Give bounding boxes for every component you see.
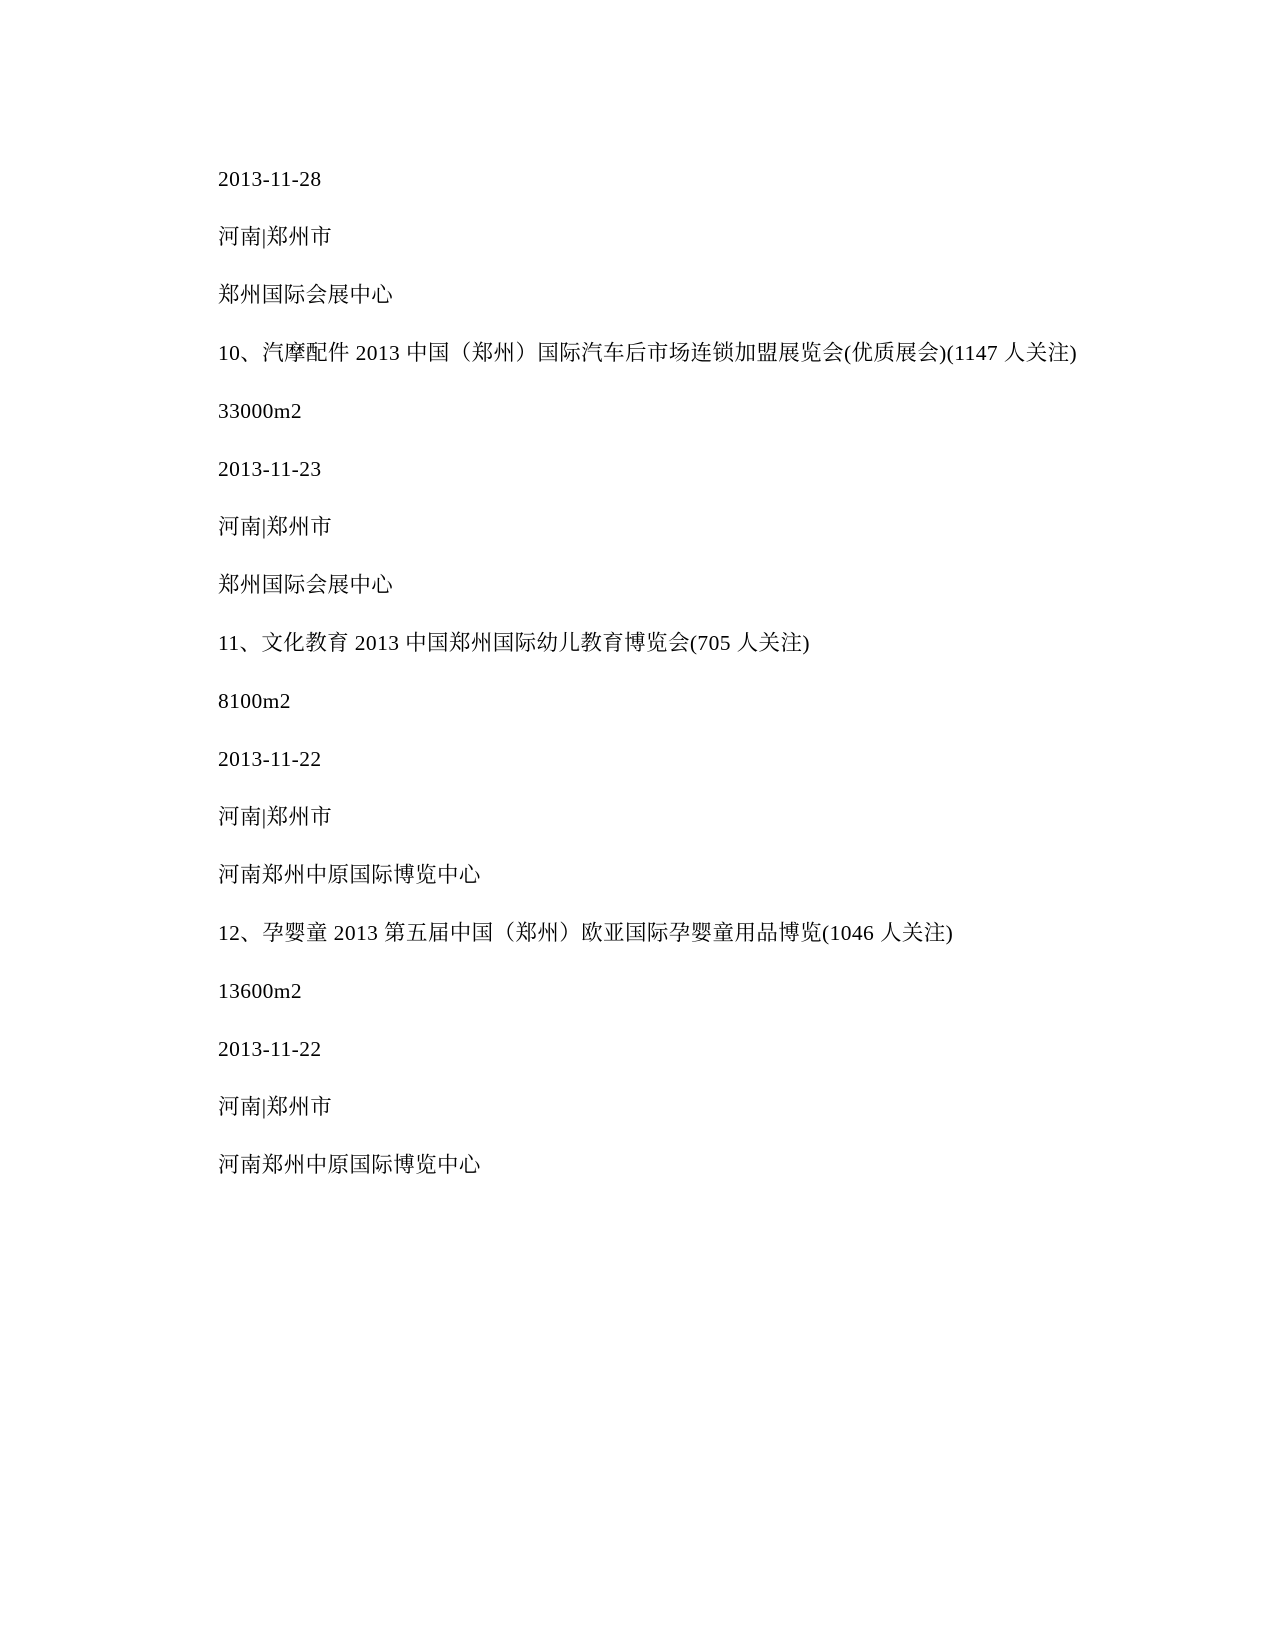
- paragraph: 河南|郑州市: [218, 805, 333, 829]
- paragraph: 河南|郑州市: [218, 515, 333, 539]
- paragraph: 河南|郑州市: [218, 1095, 333, 1119]
- paragraph: 郑州国际会展中心: [218, 573, 394, 597]
- paragraph: 11、文化教育 2013 中国郑州国际幼儿教育博览会(705 人关注): [218, 631, 810, 655]
- paragraph: 2013-11-28: [218, 167, 322, 191]
- paragraph: 2013-11-23: [218, 457, 322, 481]
- paragraph: 2013-11-22: [218, 747, 322, 771]
- paragraph: 10、汽摩配件 2013 中国（郑州）国际汽车后市场连锁加盟展览会(优质展会)(1147 人关注): [218, 341, 1078, 365]
- paragraph: 12、孕婴童 2013 第五届中国（郑州）欧亚国际孕婴童用品博览(1046 人关注): [218, 921, 954, 945]
- paragraph: 2013-11-22: [218, 1037, 322, 1061]
- paragraph: 河南郑州中原国际博览中心: [218, 1153, 481, 1177]
- document-body: [175, 150, 1100, 1194]
- paragraph: 郑州国际会展中心: [218, 283, 394, 307]
- paragraph: 33000m2: [218, 399, 303, 423]
- paragraph: 河南郑州中原国际博览中心: [218, 863, 481, 887]
- paragraph: 13600m2: [218, 979, 303, 1003]
- paragraph: 8100m2: [218, 689, 291, 713]
- paragraph: 河南|郑州市: [218, 225, 333, 249]
